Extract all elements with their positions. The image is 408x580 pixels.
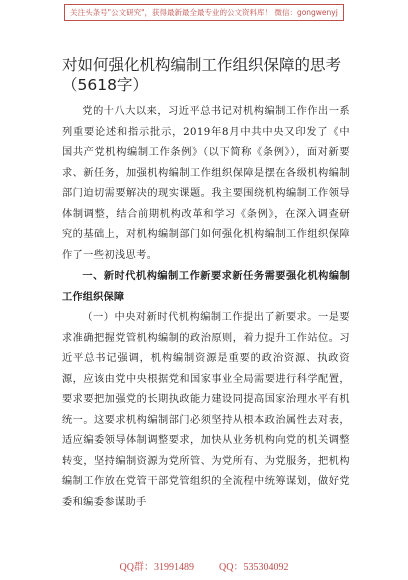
footer-qq-group: QQ群：31991489 (119, 562, 194, 573)
header-notice-text: 关注头条号"公文研究"，获得最新最全最专业的公文资料库！ 微信：gongwenyj (70, 8, 338, 17)
document-title: 对如何强化机构编制工作组织保障的思考（5618字） (62, 56, 342, 94)
section-heading: 一、新时代机构编制工作新要求新任务需要强化机构编制工作组织保障 (62, 271, 350, 303)
document-body (62, 102, 350, 513)
footer-gap (194, 562, 219, 573)
header-notice-box (64, 4, 344, 21)
footer-contact (0, 558, 408, 573)
intro-paragraph: 党的十八大以来，习近平总书记对机构编制工作作出一系列重要论述和指示批示，2019年8月中共中央又印发了《中国共产党机构编制工作条例》（以下简称《条例》），面对新要求、新任务，加强机构编制工作组织保障是摆在各级机构编制部门迫切需要解决的现实课题。我主要围绕机构编制工作领导体制调整，结合前期机构改革和学习《条例》，在深入调查研究的基础上，对机构编制部门如何强化机构编制工作组织保障作了一些初浅思考。 (62, 106, 350, 261)
subsection-paragraph: （一）中央对新时代机构编制工作提出了新要求。一是要求准确把握党管机构编制的政治原则，着力提升工作站位。习近平总书记强调，机构编制资源是重要的政治资源、执政资源，应该由党中央根据党和国家事业全局需要进行科学配置，要求要把加强党的长期执政能力建设同提高国家治理水平有机统一。这要求机构编制部门必须坚持从根本政治属性去对表，适应编委领导体制调整要求，加快从业务机构向党的机关调整转变，坚持编制资源为党所管、为党所有、为党服务，把机构编制工作放在党管干部党管组织的全流程中统筹谋划，做好党委和编委参谋助手 (62, 312, 350, 508)
footer-qq: QQ：535304092 (219, 562, 289, 573)
